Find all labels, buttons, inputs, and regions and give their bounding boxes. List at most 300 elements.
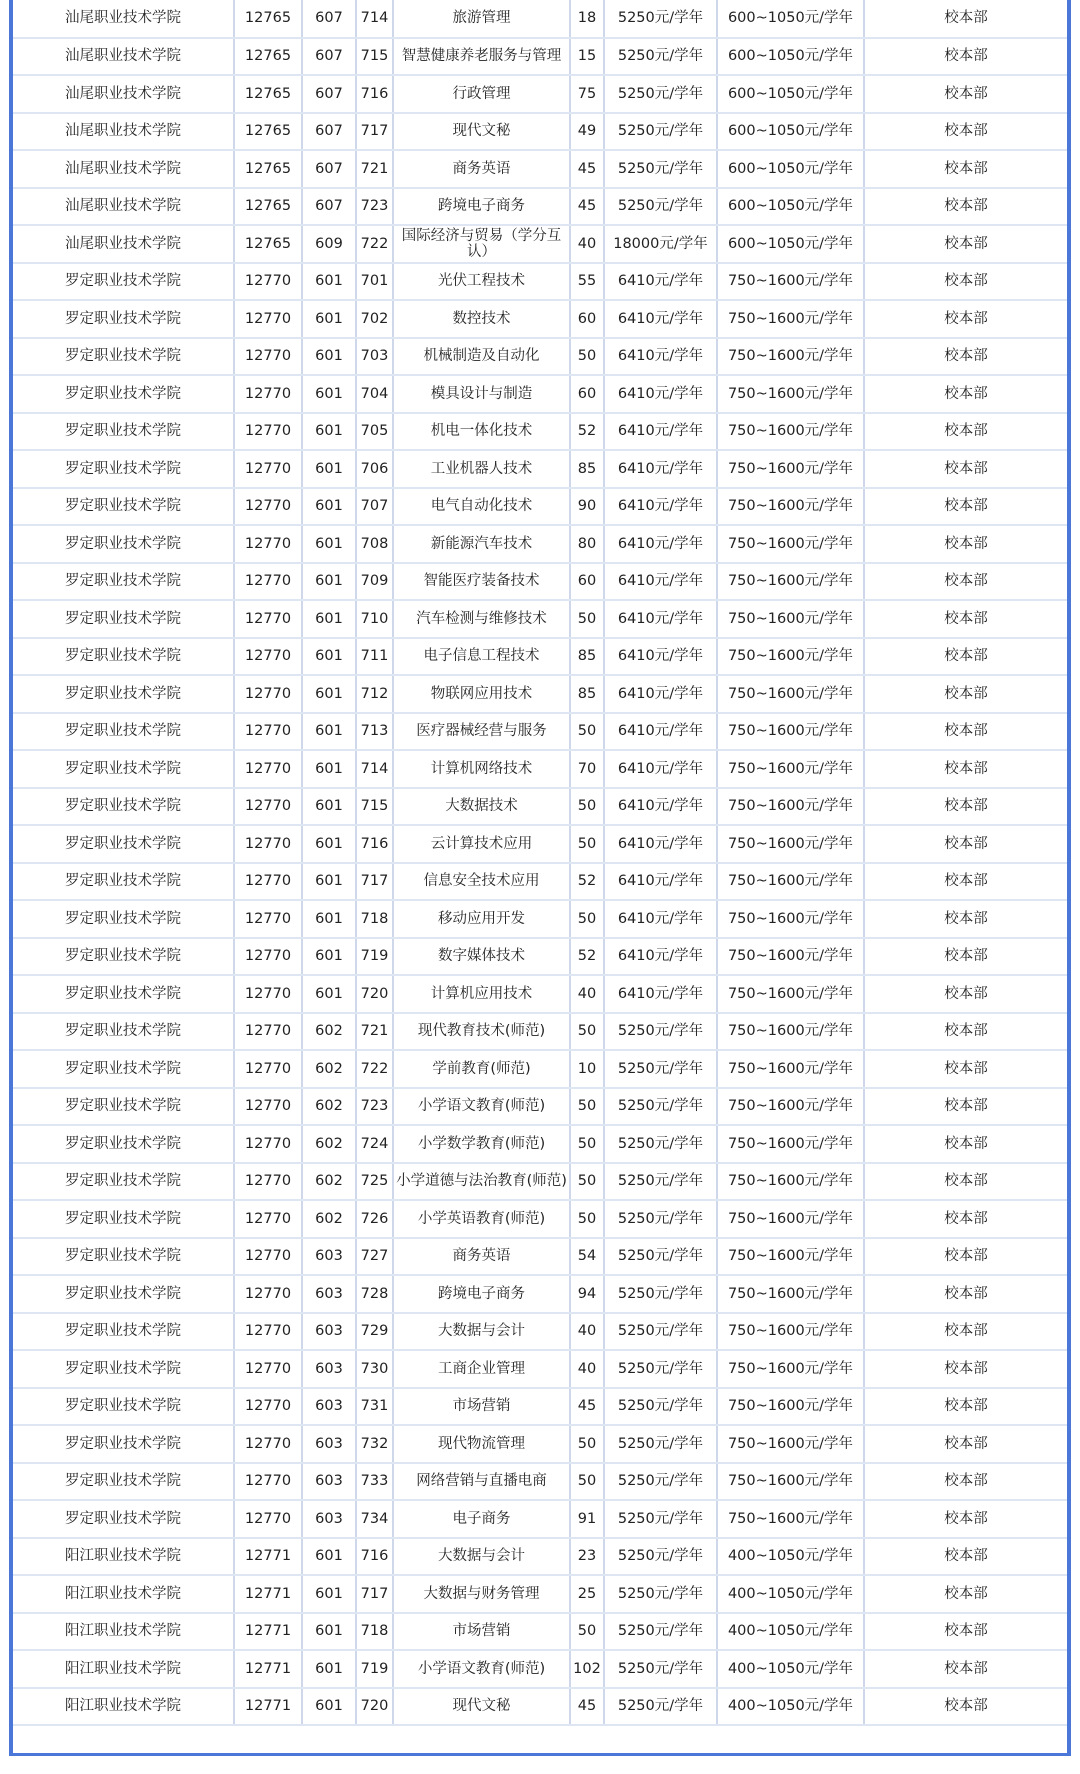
- tuition-cell: 5250元/学年: [604, 1650, 717, 1688]
- school-code-cell: 12770: [234, 1013, 302, 1051]
- plan-count-cell: 40: [570, 1350, 604, 1388]
- tuition-cell: 5250元/学年: [604, 1313, 717, 1351]
- school-name-cell: 汕尾职业技术学院: [13, 0, 234, 38]
- school-code-cell: 12770: [234, 1313, 302, 1351]
- major-code-cell: 722: [356, 225, 393, 263]
- group-code-cell: 601: [302, 338, 356, 376]
- plan-count-cell: 52: [570, 413, 604, 451]
- school-code-cell: 12770: [234, 750, 302, 788]
- tuition-cell: 5250元/学年: [604, 0, 717, 38]
- school-code-cell: 12765: [234, 225, 302, 263]
- school-name-cell: 阳江职业技术学院: [13, 1688, 234, 1726]
- table-row: [13, 450, 1067, 488]
- campus-cell: 校本部: [864, 450, 1067, 488]
- campus-cell: 校本部: [864, 750, 1067, 788]
- school-code-cell: 12770: [234, 375, 302, 413]
- major-name-cell: 新能源汽车技术: [393, 525, 570, 563]
- campus-cell: 校本部: [864, 1388, 1067, 1426]
- tuition-cell: 6410元/学年: [604, 488, 717, 526]
- group-code-cell: 601: [302, 938, 356, 976]
- group-code-cell: 607: [302, 150, 356, 188]
- accommodation-fee-cell: 750~1600元/学年: [717, 1463, 864, 1501]
- tuition-cell: 5250元/学年: [604, 1425, 717, 1463]
- school-code-cell: 12765: [234, 188, 302, 226]
- accommodation-fee-cell: 600~1050元/学年: [717, 75, 864, 113]
- major-code-cell: 719: [356, 938, 393, 976]
- plan-count-cell: 90: [570, 488, 604, 526]
- plan-count-cell: 45: [570, 1388, 604, 1426]
- plan-count-cell: 45: [570, 1688, 604, 1726]
- campus-cell: 校本部: [864, 1050, 1067, 1088]
- plan-count-cell: 50: [570, 1163, 604, 1201]
- campus-cell: 校本部: [864, 1238, 1067, 1276]
- major-code-cell: 718: [356, 1613, 393, 1651]
- accommodation-fee-cell: 600~1050元/学年: [717, 188, 864, 226]
- plan-count-cell: 75: [570, 75, 604, 113]
- plan-count-cell: 45: [570, 150, 604, 188]
- major-code-cell: 711: [356, 638, 393, 676]
- table-row: [13, 1163, 1067, 1201]
- table-row: [13, 1425, 1067, 1463]
- group-code-cell: 601: [302, 863, 356, 901]
- school-code-cell: 12770: [234, 450, 302, 488]
- accommodation-fee-cell: 750~1600元/学年: [717, 1388, 864, 1426]
- major-name-cell: 商务英语: [393, 150, 570, 188]
- major-code-cell: 734: [356, 1500, 393, 1538]
- school-name-cell: 罗定职业技术学院: [13, 563, 234, 601]
- table-row: [13, 488, 1067, 526]
- tuition-cell: 5250元/学年: [604, 1538, 717, 1576]
- tuition-cell: 5250元/学年: [604, 1388, 717, 1426]
- accommodation-fee-cell: 750~1600元/学年: [717, 1088, 864, 1126]
- group-code-cell: 601: [302, 1538, 356, 1576]
- group-code-cell: 601: [302, 1613, 356, 1651]
- group-code-cell: 603: [302, 1425, 356, 1463]
- group-code-cell: 603: [302, 1313, 356, 1351]
- major-code-cell: 718: [356, 900, 393, 938]
- tuition-cell: 6410元/学年: [604, 600, 717, 638]
- group-code-cell: 601: [302, 638, 356, 676]
- school-code-cell: 12770: [234, 1425, 302, 1463]
- group-code-cell: 601: [302, 750, 356, 788]
- tuition-cell: 5250元/学年: [604, 1500, 717, 1538]
- table-row: [13, 1013, 1067, 1051]
- campus-cell: 校本部: [864, 1688, 1067, 1726]
- accommodation-fee-cell: 750~1600元/学年: [717, 375, 864, 413]
- major-name-cell: 智能医疗装备技术: [393, 563, 570, 601]
- table-row: [13, 1275, 1067, 1313]
- group-code-cell: 603: [302, 1350, 356, 1388]
- group-code-cell: 601: [302, 713, 356, 751]
- school-name-cell: 罗定职业技术学院: [13, 1013, 234, 1051]
- major-name-cell: 电子商务: [393, 1500, 570, 1538]
- group-code-cell: 607: [302, 113, 356, 151]
- plan-count-cell: 50: [570, 1125, 604, 1163]
- tuition-cell: 6410元/学年: [604, 863, 717, 901]
- campus-cell: 校本部: [864, 863, 1067, 901]
- accommodation-fee-cell: 750~1600元/学年: [717, 788, 864, 826]
- school-code-cell: 12765: [234, 38, 302, 76]
- table-row: [13, 1538, 1067, 1576]
- school-name-cell: 汕尾职业技术学院: [13, 75, 234, 113]
- major-name-cell: 大数据与财务管理: [393, 1575, 570, 1613]
- school-name-cell: 罗定职业技术学院: [13, 788, 234, 826]
- tuition-cell: 5250元/学年: [604, 1463, 717, 1501]
- school-name-cell: 罗定职业技术学院: [13, 1313, 234, 1351]
- campus-cell: 校本部: [864, 375, 1067, 413]
- major-name-cell: 市场营销: [393, 1613, 570, 1651]
- major-name-cell: 小学语文教育(师范): [393, 1088, 570, 1126]
- accommodation-fee-cell: 750~1600元/学年: [717, 900, 864, 938]
- tuition-cell: 5250元/学年: [604, 1088, 717, 1126]
- admissions-plan-table: [13, 0, 1067, 1726]
- school-code-cell: 12770: [234, 1050, 302, 1088]
- table-row: [13, 1088, 1067, 1126]
- school-code-cell: 12770: [234, 863, 302, 901]
- school-name-cell: 罗定职业技术学院: [13, 300, 234, 338]
- table-row: [13, 113, 1067, 151]
- plan-count-cell: 50: [570, 1013, 604, 1051]
- table-row: [13, 525, 1067, 563]
- school-code-cell: 12770: [234, 525, 302, 563]
- tuition-cell: 6410元/学年: [604, 900, 717, 938]
- accommodation-fee-cell: 750~1600元/学年: [717, 975, 864, 1013]
- major-name-cell: 机械制造及自动化: [393, 338, 570, 376]
- accommodation-fee-cell: 750~1600元/学年: [717, 713, 864, 751]
- group-code-cell: 601: [302, 600, 356, 638]
- accommodation-fee-cell: 750~1600元/学年: [717, 938, 864, 976]
- school-name-cell: 罗定职业技术学院: [13, 375, 234, 413]
- tuition-cell: 5250元/学年: [604, 1238, 717, 1276]
- major-code-cell: 709: [356, 563, 393, 601]
- plan-count-cell: 94: [570, 1275, 604, 1313]
- group-code-cell: 603: [302, 1388, 356, 1426]
- school-name-cell: 罗定职业技术学院: [13, 1238, 234, 1276]
- major-code-cell: 713: [356, 713, 393, 751]
- tuition-cell: 5250元/学年: [604, 1050, 717, 1088]
- major-name-cell: 大数据技术: [393, 788, 570, 826]
- school-code-cell: 12771: [234, 1688, 302, 1726]
- major-code-cell: 728: [356, 1275, 393, 1313]
- school-name-cell: 罗定职业技术学院: [13, 1275, 234, 1313]
- school-name-cell: 罗定职业技术学院: [13, 1200, 234, 1238]
- group-code-cell: 601: [302, 975, 356, 1013]
- school-code-cell: 12771: [234, 1575, 302, 1613]
- plan-count-cell: 49: [570, 113, 604, 151]
- tuition-cell: 5250元/学年: [604, 113, 717, 151]
- major-name-cell: 现代文秘: [393, 113, 570, 151]
- table-row: [13, 600, 1067, 638]
- tuition-cell: 6410元/学年: [604, 300, 717, 338]
- school-code-cell: 12770: [234, 1350, 302, 1388]
- plan-count-cell: 50: [570, 1425, 604, 1463]
- major-code-cell: 717: [356, 113, 393, 151]
- school-name-cell: 罗定职业技术学院: [13, 1163, 234, 1201]
- accommodation-fee-cell: 750~1600元/学年: [717, 1163, 864, 1201]
- school-code-cell: 12765: [234, 0, 302, 38]
- plan-count-cell: 85: [570, 638, 604, 676]
- major-name-cell: 电子信息工程技术: [393, 638, 570, 676]
- major-name-cell: 物联网应用技术: [393, 675, 570, 713]
- major-code-cell: 702: [356, 300, 393, 338]
- accommodation-fee-cell: 400~1050元/学年: [717, 1575, 864, 1613]
- group-code-cell: 601: [302, 825, 356, 863]
- tuition-cell: 5250元/学年: [604, 75, 717, 113]
- table-row: [13, 713, 1067, 751]
- campus-cell: 校本部: [864, 1500, 1067, 1538]
- campus-cell: 校本部: [864, 1463, 1067, 1501]
- tuition-cell: 6410元/学年: [604, 788, 717, 826]
- plan-count-cell: 85: [570, 675, 604, 713]
- campus-cell: 校本部: [864, 300, 1067, 338]
- campus-cell: 校本部: [864, 825, 1067, 863]
- table-row: [13, 750, 1067, 788]
- group-code-cell: 602: [302, 1163, 356, 1201]
- plan-count-cell: 50: [570, 788, 604, 826]
- table-row: [13, 563, 1067, 601]
- major-name-cell: 旅游管理: [393, 0, 570, 38]
- table-row: [13, 1313, 1067, 1351]
- plan-count-cell: 10: [570, 1050, 604, 1088]
- campus-cell: 校本部: [864, 600, 1067, 638]
- table-row: [13, 0, 1067, 38]
- table-row: [13, 150, 1067, 188]
- major-name-cell: 工业机器人技术: [393, 450, 570, 488]
- plan-count-cell: 91: [570, 1500, 604, 1538]
- tuition-cell: 5250元/学年: [604, 188, 717, 226]
- table-row: [13, 1050, 1067, 1088]
- group-code-cell: 602: [302, 1200, 356, 1238]
- school-code-cell: 12770: [234, 938, 302, 976]
- major-code-cell: 720: [356, 1688, 393, 1726]
- major-name-cell: 网络营销与直播电商: [393, 1463, 570, 1501]
- tuition-cell: 6410元/学年: [604, 375, 717, 413]
- group-code-cell: 601: [302, 675, 356, 713]
- group-code-cell: 601: [302, 263, 356, 301]
- accommodation-fee-cell: 600~1050元/学年: [717, 113, 864, 151]
- tuition-cell: 5250元/学年: [604, 1200, 717, 1238]
- major-name-cell: 数字媒体技术: [393, 938, 570, 976]
- plan-count-cell: 80: [570, 525, 604, 563]
- table-row: [13, 1125, 1067, 1163]
- table-row: [13, 338, 1067, 376]
- major-name-cell: 数控技术: [393, 300, 570, 338]
- major-code-cell: 724: [356, 1125, 393, 1163]
- accommodation-fee-cell: 750~1600元/学年: [717, 1313, 864, 1351]
- group-code-cell: 602: [302, 1088, 356, 1126]
- tuition-cell: 6410元/学年: [604, 938, 717, 976]
- tuition-cell: 6410元/学年: [604, 638, 717, 676]
- school-code-cell: 12770: [234, 1125, 302, 1163]
- school-name-cell: 汕尾职业技术学院: [13, 150, 234, 188]
- major-code-cell: 717: [356, 1575, 393, 1613]
- accommodation-fee-cell: 750~1600元/学年: [717, 263, 864, 301]
- table-row: [13, 1200, 1067, 1238]
- group-code-cell: 601: [302, 1575, 356, 1613]
- plan-count-cell: 50: [570, 1200, 604, 1238]
- school-name-cell: 罗定职业技术学院: [13, 600, 234, 638]
- major-name-cell: 跨境电子商务: [393, 188, 570, 226]
- accommodation-fee-cell: 600~1050元/学年: [717, 150, 864, 188]
- major-code-cell: 704: [356, 375, 393, 413]
- major-name-cell: 国际经济与贸易（学分互认）: [393, 225, 570, 263]
- campus-cell: 校本部: [864, 1275, 1067, 1313]
- table-row: [13, 675, 1067, 713]
- campus-cell: 校本部: [864, 1200, 1067, 1238]
- accommodation-fee-cell: 750~1600元/学年: [717, 1125, 864, 1163]
- table-body: [13, 0, 1067, 1725]
- table-row: [13, 900, 1067, 938]
- major-code-cell: 714: [356, 0, 393, 38]
- tuition-cell: 5250元/学年: [604, 1350, 717, 1388]
- school-name-cell: 阳江职业技术学院: [13, 1575, 234, 1613]
- major-code-cell: 703: [356, 338, 393, 376]
- plan-count-cell: 50: [570, 1613, 604, 1651]
- campus-cell: 校本部: [864, 413, 1067, 451]
- school-name-cell: 罗定职业技术学院: [13, 675, 234, 713]
- plan-count-cell: 45: [570, 188, 604, 226]
- school-code-cell: 12770: [234, 1163, 302, 1201]
- school-name-cell: 罗定职业技术学院: [13, 825, 234, 863]
- tuition-cell: 5250元/学年: [604, 1163, 717, 1201]
- school-code-cell: 12770: [234, 1200, 302, 1238]
- school-name-cell: 罗定职业技术学院: [13, 338, 234, 376]
- school-name-cell: 罗定职业技术学院: [13, 1125, 234, 1163]
- school-code-cell: 12770: [234, 263, 302, 301]
- plan-count-cell: 50: [570, 713, 604, 751]
- major-code-cell: 707: [356, 488, 393, 526]
- school-code-cell: 12765: [234, 150, 302, 188]
- campus-cell: 校本部: [864, 1575, 1067, 1613]
- group-code-cell: 601: [302, 488, 356, 526]
- campus-cell: 校本部: [864, 638, 1067, 676]
- major-name-cell: 行政管理: [393, 75, 570, 113]
- school-code-cell: 12771: [234, 1613, 302, 1651]
- plan-count-cell: 52: [570, 938, 604, 976]
- accommodation-fee-cell: 400~1050元/学年: [717, 1538, 864, 1576]
- major-name-cell: 电气自动化技术: [393, 488, 570, 526]
- school-name-cell: 罗定职业技术学院: [13, 975, 234, 1013]
- school-code-cell: 12770: [234, 638, 302, 676]
- plan-count-cell: 85: [570, 450, 604, 488]
- major-code-cell: 730: [356, 1350, 393, 1388]
- accommodation-fee-cell: 750~1600元/学年: [717, 450, 864, 488]
- school-code-cell: 12770: [234, 1463, 302, 1501]
- school-code-cell: 12770: [234, 975, 302, 1013]
- school-code-cell: 12770: [234, 1388, 302, 1426]
- plan-count-cell: 40: [570, 975, 604, 1013]
- school-code-cell: 12765: [234, 113, 302, 151]
- school-code-cell: 12770: [234, 413, 302, 451]
- major-code-cell: 725: [356, 1163, 393, 1201]
- school-name-cell: 罗定职业技术学院: [13, 750, 234, 788]
- group-code-cell: 603: [302, 1238, 356, 1276]
- campus-cell: 校本部: [864, 900, 1067, 938]
- school-code-cell: 12771: [234, 1650, 302, 1688]
- accommodation-fee-cell: 750~1600元/学年: [717, 750, 864, 788]
- tuition-cell: 5250元/学年: [604, 1613, 717, 1651]
- major-name-cell: 小学语文教育(师范): [393, 1650, 570, 1688]
- major-name-cell: 跨境电子商务: [393, 1275, 570, 1313]
- table-row: [13, 375, 1067, 413]
- tuition-cell: 6410元/学年: [604, 563, 717, 601]
- major-name-cell: 小学英语教育(师范): [393, 1200, 570, 1238]
- table-row: [13, 938, 1067, 976]
- group-code-cell: 607: [302, 38, 356, 76]
- major-name-cell: 智慧健康养老服务与管理: [393, 38, 570, 76]
- group-code-cell: 609: [302, 225, 356, 263]
- table-row: [13, 413, 1067, 451]
- accommodation-fee-cell: 750~1600元/学年: [717, 863, 864, 901]
- tuition-cell: 6410元/学年: [604, 675, 717, 713]
- campus-cell: 校本部: [864, 938, 1067, 976]
- table-row: [13, 263, 1067, 301]
- major-name-cell: 云计算技术应用: [393, 825, 570, 863]
- major-code-cell: 715: [356, 38, 393, 76]
- school-code-cell: 12770: [234, 1500, 302, 1538]
- tuition-cell: 6410元/学年: [604, 975, 717, 1013]
- major-name-cell: 光伏工程技术: [393, 263, 570, 301]
- accommodation-fee-cell: 750~1600元/学年: [717, 525, 864, 563]
- major-name-cell: 现代物流管理: [393, 1425, 570, 1463]
- campus-cell: 校本部: [864, 1613, 1067, 1651]
- table-row: [13, 975, 1067, 1013]
- school-code-cell: 12770: [234, 675, 302, 713]
- campus-cell: 校本部: [864, 0, 1067, 38]
- major-code-cell: 716: [356, 75, 393, 113]
- major-code-cell: 733: [356, 1463, 393, 1501]
- major-name-cell: 移动应用开发: [393, 900, 570, 938]
- campus-cell: 校本部: [864, 713, 1067, 751]
- plan-count-cell: 50: [570, 600, 604, 638]
- campus-cell: 校本部: [864, 1650, 1067, 1688]
- group-code-cell: 607: [302, 188, 356, 226]
- school-name-cell: 汕尾职业技术学院: [13, 113, 234, 151]
- major-name-cell: 市场营销: [393, 1388, 570, 1426]
- campus-cell: 校本部: [864, 225, 1067, 263]
- tuition-cell: 5250元/学年: [604, 1275, 717, 1313]
- accommodation-fee-cell: 400~1050元/学年: [717, 1613, 864, 1651]
- accommodation-fee-cell: 750~1600元/学年: [717, 563, 864, 601]
- accommodation-fee-cell: 750~1600元/学年: [717, 338, 864, 376]
- school-code-cell: 12770: [234, 1238, 302, 1276]
- table-row: [13, 1238, 1067, 1276]
- campus-cell: 校本部: [864, 675, 1067, 713]
- accommodation-fee-cell: 750~1600元/学年: [717, 1200, 864, 1238]
- tuition-cell: 5250元/学年: [604, 150, 717, 188]
- table-row: [13, 188, 1067, 226]
- tuition-cell: 5250元/学年: [604, 38, 717, 76]
- school-code-cell: 12770: [234, 600, 302, 638]
- plan-count-cell: 40: [570, 225, 604, 263]
- accommodation-fee-cell: 600~1050元/学年: [717, 0, 864, 38]
- major-name-cell: 汽车检测与维修技术: [393, 600, 570, 638]
- group-code-cell: 601: [302, 563, 356, 601]
- school-name-cell: 汕尾职业技术学院: [13, 225, 234, 263]
- accommodation-fee-cell: 750~1600元/学年: [717, 825, 864, 863]
- campus-cell: 校本部: [864, 75, 1067, 113]
- accommodation-fee-cell: 750~1600元/学年: [717, 1350, 864, 1388]
- school-name-cell: 罗定职业技术学院: [13, 1500, 234, 1538]
- school-code-cell: 12771: [234, 1538, 302, 1576]
- table-row: [13, 1650, 1067, 1688]
- school-code-cell: 12770: [234, 1275, 302, 1313]
- campus-cell: 校本部: [864, 38, 1067, 76]
- group-code-cell: 603: [302, 1500, 356, 1538]
- table-row: [13, 1575, 1067, 1613]
- school-name-cell: 罗定职业技术学院: [13, 638, 234, 676]
- school-name-cell: 阳江职业技术学院: [13, 1650, 234, 1688]
